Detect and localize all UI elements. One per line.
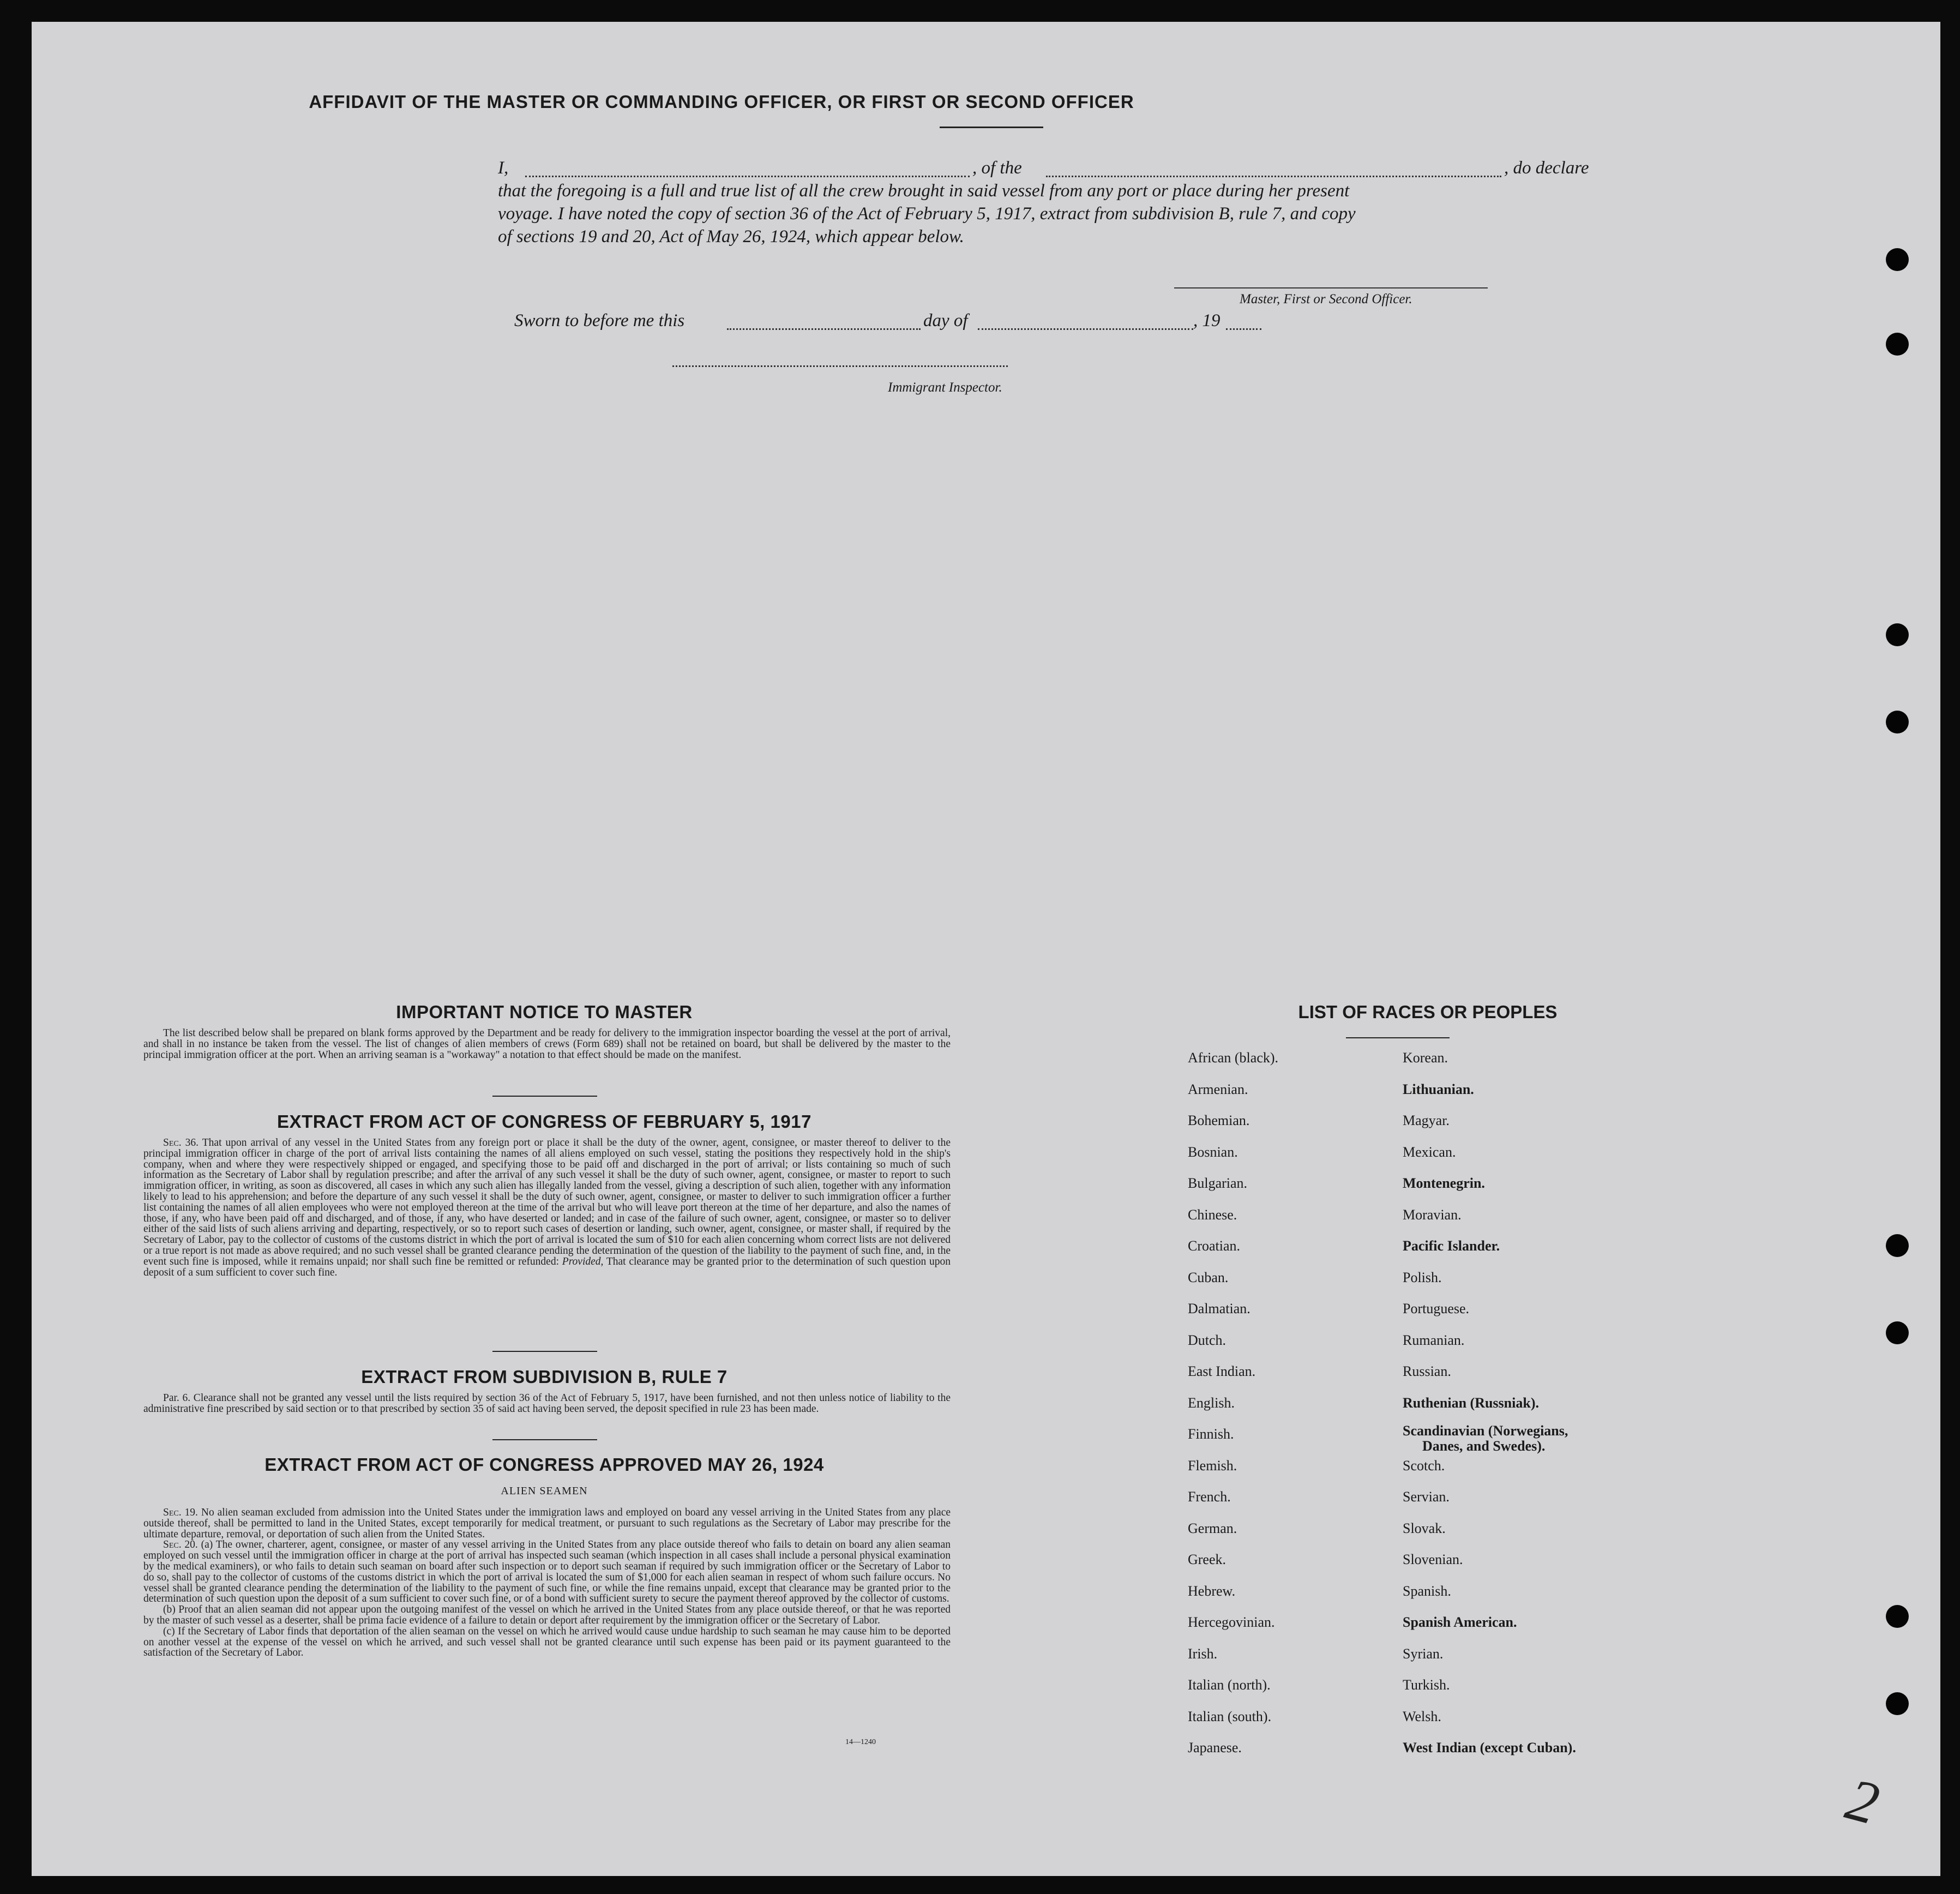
race-item: Magyar. xyxy=(1403,1113,1450,1128)
paragraph-6: Par. 6. Clearance shall not be granted any vessel until the lists required by section 36 of the Act of February 5, 1917, have been furnished, and not then unless notice of liability to the administrative fine prescribed by said section or to that prescribed by section 35 of said act having been served, the deposit specified in rule 23 has been made. xyxy=(143,1392,951,1415)
race-item: Hebrew. xyxy=(1188,1583,1236,1599)
race-item: English. xyxy=(1188,1394,1235,1411)
race-item: Cuban. xyxy=(1188,1269,1229,1285)
race-item: Mexican. xyxy=(1403,1144,1456,1160)
race-item: African (black). xyxy=(1188,1050,1279,1066)
race-item: Chinese. xyxy=(1188,1206,1237,1223)
race-item: Flemish. xyxy=(1188,1457,1237,1474)
section-label: Sec. 36. xyxy=(163,1137,199,1149)
section-36-body: That upon arrival of any vessel in the United States from any foreign port or place it shall be the duty of the owner, agent, consignee, or master thereof to deliver to the principal immigration officer in charge of the port of arrival lists containing the names of all aliens employed on such vessel, stating the positions they respectively hold in the ship's company, when and where they were respectively shipped or engaged, and specifying those to be paid off and discharged in the port of arrival; or lists containing so much of such information as the Secretary of Labor shall by regulation prescribe; and after the arrival of any such vessel it shall be the duty of such owner, agent, consignee, or master to report to such immigration officer, in writing, as soon as discovered, all cases in which any such alien has illegally landed from the vessel, giving a description of such alien, together with any information likely to lead to his apprehension; and before the departure of any such vessel it shall be the duty of such owner, agent, consignee, or master to deliver to such immigration officer a further list containing the names of all alien employees who were not employed thereon at the time of the arrival but who will leave port thereon at the time of her departure, and also the names of those, if any, who have been paid off and discharged, and of those, if any, who have deserted or landed; and in case of the failure of such owner, agent, consignee, or master so to deliver either of the said lists of such aliens arriving and departing, respectively, or so to report such cases of desertion or landing, such owner, agent, consignee, or master shall, if required by the Secretary of Labor, pay to the collector of customs of the customs district in which the port of arrival is located the sum of $10 for each alien concerning whom correct lists are not delivered or a true report is not made as above required; and no such vessel shall be granted clearance pending the determination of the question of the liability to the payment of such fine, and, in the event such fine is imposed, while it remains unpaid; nor shall such fine be remitted or refunded: xyxy=(143,1137,951,1267)
race-item: French. xyxy=(1188,1489,1231,1505)
alien-seamen-subtitle: ALIEN SEAMEN xyxy=(501,1485,588,1497)
do-declare-label: , do declare xyxy=(1504,158,1589,178)
declaration-line-4: of sections 19 and 20, Act of May 26, 1924, which appear below. xyxy=(498,227,964,246)
races-title: LIST OF RACES OR PEOPLES xyxy=(1298,1002,1558,1022)
race-item: Japanese. xyxy=(1188,1740,1242,1755)
section-20c-paragraph: (c) If the Secretary of Labor finds that deportation of the alien seaman on the vessel on which he arrived would cause undue hardship to such seaman he may cause him to be deported on another vessel at the expense of the vessel on which he arrived, and such vessel shall not be granted clearance until such expense has been paid or its payment guaranteed to the satisfaction of the Secretary of Labor. xyxy=(143,1625,951,1659)
section-label: Sec. 19. xyxy=(163,1507,198,1518)
inspector-signature-field[interactable] xyxy=(672,365,1008,367)
race-item: Hercegovinian. xyxy=(1188,1614,1275,1630)
punch-hole xyxy=(1886,248,1909,271)
form-number: 14—1240 xyxy=(845,1738,876,1746)
document-sheet xyxy=(32,22,1940,1876)
race-item: Polish. xyxy=(1403,1269,1442,1285)
declaration-line-3: voyage. I have noted the copy of section 36 of the Act of February 5, 1917, extract from subdivision B, rule 7, and copy xyxy=(498,204,1356,224)
race-item: Dutch. xyxy=(1188,1332,1226,1348)
year-label: , 19 xyxy=(1193,311,1221,330)
declaration-line-1 xyxy=(498,158,1589,180)
race-item: Portuguese. xyxy=(1403,1301,1470,1316)
race-item: Greek. xyxy=(1188,1552,1226,1567)
race-item: Spanish American. xyxy=(1403,1614,1517,1630)
punch-hole xyxy=(1886,711,1909,733)
declaration-line-2: that the foregoing is a full and true list of all the crew brought in said vessel from any port or place during her present xyxy=(498,181,1350,201)
race-item: Slovak. xyxy=(1403,1520,1446,1536)
race-item: Welsh. xyxy=(1403,1708,1441,1724)
race-item: Rumanian. xyxy=(1403,1332,1465,1348)
vessel-name-field[interactable] xyxy=(1046,176,1501,177)
race-item: Servian. xyxy=(1403,1489,1450,1505)
section-20a-body: (a) The owner, charterer, agent, consignee, or master of any vessel arriving in the United States from any place outside thereof who fails to detain on board any alien seaman employed on such vessel until the immigration officer in charge at the port of arrival has inspected such seaman (which inspection in all cases shall include a personal physical examination by the medical examiners), or who fails to detain such seaman on board after such inspection or to deport such seaman if required by such immigration officer or the Secretary of Labor to do so, shall pay to the collector of customs of the customs district in which the port of arrival is located the sum of $1,000 for each alien seaman in respect of whom such failure occurs. No vessel shall be granted clearance pending the determination of the liability to the payment of such fine, or while the fine remains unpaid, except that clearance may be granted prior to the determination of such question upon the deposit of a sum sufficient to cover such fine, or of a bond with sufficient surety to secure the payment thereof approved by the collector of customs. xyxy=(143,1539,951,1605)
race-item: Moravian. xyxy=(1403,1206,1462,1223)
officer-signature-field[interactable] xyxy=(1174,287,1488,288)
punch-hole xyxy=(1886,623,1909,646)
of-the-label: , of the xyxy=(972,158,1022,178)
race-item: Korean. xyxy=(1403,1050,1448,1066)
punch-hole xyxy=(1886,333,1909,356)
declarant-prefix: I, xyxy=(498,158,509,178)
race-item: Scotch. xyxy=(1403,1457,1445,1474)
section-divider xyxy=(492,1351,597,1352)
declarant-name-field[interactable] xyxy=(525,176,970,177)
sworn-day-field[interactable] xyxy=(727,328,921,330)
race-item: Pacific Islander. xyxy=(1403,1238,1500,1254)
sworn-label: Sworn to before me this xyxy=(514,311,685,330)
punch-hole xyxy=(1886,1234,1909,1257)
race-item: Italian (north). xyxy=(1188,1677,1271,1693)
race-item: Finnish. xyxy=(1188,1426,1234,1442)
notice-paragraph: The list described below shall be prepared on blank forms approved by the Department and be ready for delivery to the immigration inspector boarding the vessel at the port of arrival, and shall in no instance be taken from the vessel. The list of changes of alien members of crews (Form 689) shall not be retained on board, but shall be delivered by the master to the principal immigration officer at the port. When an arriving seaman is a "workaway" a notation to that effect should be made on the manifest. xyxy=(143,1027,951,1061)
section-19-paragraph xyxy=(143,1507,951,1540)
races-divider xyxy=(1346,1037,1450,1038)
extract-rule7-title: EXTRACT FROM SUBDIVISION B, RULE 7 xyxy=(361,1367,728,1387)
race-item: Dalmatian. xyxy=(1188,1301,1250,1316)
race-item: Scandinavian (Norwegians, xyxy=(1403,1423,1568,1439)
race-item: Armenian. xyxy=(1188,1081,1248,1097)
extract-rule7-text xyxy=(143,1393,951,1415)
race-item: Ruthenian (Russniak). xyxy=(1403,1394,1539,1411)
race-item: Montenegrin. xyxy=(1403,1175,1485,1191)
section-label: Sec. 20. xyxy=(163,1539,198,1551)
race-item: Italian (south). xyxy=(1188,1708,1272,1724)
race-item: Bulgarian. xyxy=(1188,1175,1248,1191)
section-36-paragraph xyxy=(143,1138,951,1278)
notice-title: IMPORTANT NOTICE TO MASTER xyxy=(396,1002,693,1022)
extract-1924-title: EXTRACT FROM ACT OF CONGRESS APPROVED MAY 26, 1924 xyxy=(264,1454,824,1475)
extract-1924-text xyxy=(143,1507,951,1658)
race-item: German. xyxy=(1188,1520,1237,1536)
race-item: Russian. xyxy=(1403,1363,1451,1379)
title-divider xyxy=(940,127,1043,128)
race-item: Croatian. xyxy=(1188,1238,1241,1254)
race-item: Lithuanian. xyxy=(1403,1081,1474,1097)
notice-text xyxy=(143,1028,951,1060)
scandinavian-continuation: Danes, and Swedes). xyxy=(1422,1438,1546,1454)
extract-1917-text xyxy=(143,1138,951,1278)
officer-signature-label: Master, First or Second Officer. xyxy=(1240,292,1412,306)
punch-hole xyxy=(1886,1605,1909,1628)
race-item: Irish. xyxy=(1188,1645,1218,1662)
race-item: Syrian. xyxy=(1403,1645,1444,1662)
race-item: Spanish. xyxy=(1403,1583,1451,1599)
provided-label: Provided, xyxy=(562,1255,604,1267)
section-20a-paragraph xyxy=(143,1540,951,1604)
section-divider xyxy=(492,1096,597,1097)
section-divider xyxy=(492,1439,597,1440)
race-item: Turkish. xyxy=(1403,1677,1450,1693)
section-20b-paragraph: (b) Proof that an alien seaman did not appear upon the outgoing manifest of the vessel on which he arrived in the United States from any place outside thereof, or that he was reported by the master of such vessel as a deserter, shall be prima facie evidence of a failure to detain or deport after requirement by the immigration officer or the Secretary of Labor. xyxy=(143,1604,951,1626)
race-item: West Indian (except Cuban). xyxy=(1403,1740,1576,1755)
race-item: Bosnian. xyxy=(1188,1144,1238,1160)
race-item: Slovenian. xyxy=(1403,1552,1463,1567)
inspector-signature-label: Immigrant Inspector. xyxy=(888,380,1002,395)
punch-hole xyxy=(1886,1321,1909,1344)
section-19-body: No alien seaman excluded from admission into the United States under the immigration laws and employed on board any vessel arriving in the United States from any place outside thereof, shall be permitted to land in the United States, except temporarily for medical treatment, or pursuant to such regulations as the Secretary of Labor may prescribe for the ultimate departure, removal, or deportation of such alien from the United States. xyxy=(143,1507,951,1540)
race-item: Bohemian. xyxy=(1188,1113,1250,1128)
sworn-line xyxy=(514,311,1332,333)
section-36-end: That clearance may be granted prior to the determination of such question upon deposit of a sum sufficient to cover such fine. xyxy=(143,1255,951,1278)
extract-1917-title: EXTRACT FROM ACT OF CONGRESS OF FEBRUARY 5, 1917 xyxy=(277,1111,811,1132)
punch-hole xyxy=(1886,1692,1909,1715)
race-item: East Indian. xyxy=(1188,1363,1256,1379)
day-of-label: day of xyxy=(923,311,968,330)
affidavit-title: AFFIDAVIT OF THE MASTER OR COMMANDING OFFICER, OR FIRST OR SECOND OFFICER xyxy=(309,92,1134,112)
sworn-month-field[interactable] xyxy=(978,328,1193,330)
sworn-year-field[interactable] xyxy=(1226,328,1261,330)
handwritten-page-mark: 2 xyxy=(1839,1765,1886,1838)
